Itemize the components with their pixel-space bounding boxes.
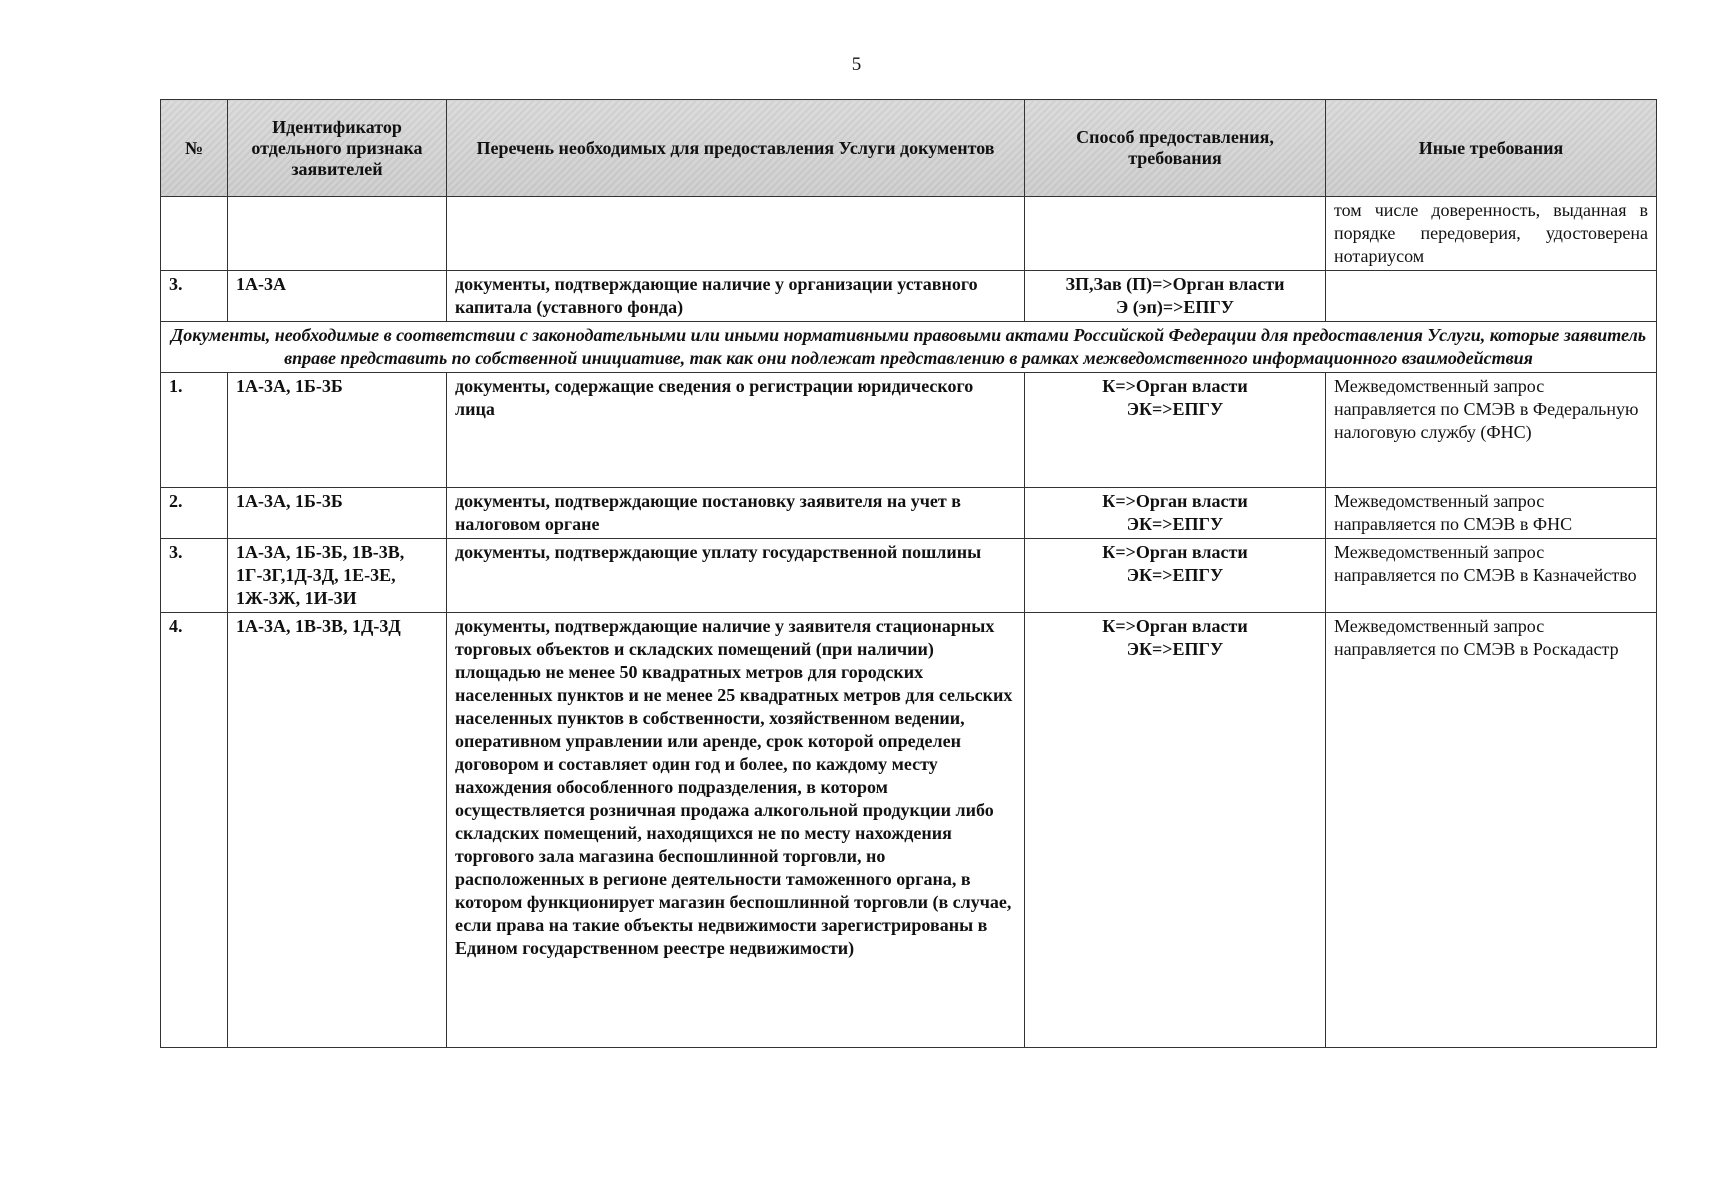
table-row-continuation xyxy=(161,197,1657,271)
cell-docs: документы, подтверждающие уплату государственной пошлины xyxy=(447,539,1025,613)
cell-other: том числе доверенность, выданная в порядке передоверия, удостоверена нотариусом xyxy=(1326,197,1657,271)
method-line-2: ЭК=>ЕПГУ xyxy=(1126,565,1224,585)
cell-other xyxy=(1326,271,1657,322)
header-other: Иные требования xyxy=(1326,100,1657,197)
header-num: № xyxy=(161,100,228,197)
cell-id: 1А-3А, 1Б-3Б xyxy=(228,373,447,488)
table-row xyxy=(161,373,1657,488)
cell-other: Межведомственный запрос направляется по СМЭВ в Федеральную налоговую службу (ФНС) xyxy=(1326,373,1657,488)
cell-id: 1А-3А xyxy=(228,271,447,322)
cell-num xyxy=(161,197,228,271)
cell-id xyxy=(228,197,447,271)
cell-docs: документы, содержащие сведения о регистрации юридического лица xyxy=(447,373,1025,488)
cell-num: 1. xyxy=(161,373,228,488)
cell-docs: документы, подтверждающие наличие у заявителя стационарных торговых объектов и складских помещений (при наличии) площадью не менее 50 квадратных метров для городских населенных пунктов и не менее 25 квадратных метров для сельских населенных пунктов в собственности, хозяйственном ведении, оперативном управлении или аренде, срок которой определен договором и составляет один год и более, по каждому месту нахождения обособленного подразделения, в котором осуществляется розничная продажа алкогольной продукции либо складских помещений, находящихся не по месту нахождения торгового зала магазина беспошлинной торговли, но расположенных в регионе деятельности таможенного органа, в котором функционирует магазин беспошлинной торговли (в случае, если права на такие объекты недвижимости зарегистрированы в Едином государственном реестре недвижимости) xyxy=(447,613,1025,1048)
cell-method xyxy=(1025,271,1326,322)
cell-other: Межведомственный запрос направляется по СМЭВ в Казначейство xyxy=(1326,539,1657,613)
method-line-2: Э (эп)=>ЕПГУ xyxy=(1115,297,1235,317)
cell-method xyxy=(1025,197,1326,271)
cell-num: 4. xyxy=(161,613,228,1048)
header-applicant-id: Идентификатор отдельного признака заявителей xyxy=(228,100,447,197)
section-title: Документы, необходимые в соответствии с законодательными или иными нормативными правовыми актами Российской Федерации для предоставления Услуги, которые заявитель вправе представить по собственной инициативе, так как они подлежат представлению в рамках межведомственного информационного взаимодействия xyxy=(161,322,1657,373)
method-line-1: К=>Орган власти xyxy=(1102,542,1248,562)
table-row xyxy=(161,271,1657,322)
cell-num: 3. xyxy=(161,271,228,322)
cell-method xyxy=(1025,373,1326,488)
cell-method xyxy=(1025,613,1326,1048)
header-row xyxy=(161,100,1657,197)
cell-method xyxy=(1025,488,1326,539)
cell-id: 1А-3А, 1Б-3Б, 1В-3В, 1Г-3Г,1Д-3Д, 1Е-3Е, 1Ж-3Ж, 1И-3И xyxy=(228,539,447,613)
cell-num: 2. xyxy=(161,488,228,539)
cell-num: 3. xyxy=(161,539,228,613)
header-method: Способ предоставления, требования xyxy=(1025,100,1326,197)
cell-method xyxy=(1025,539,1326,613)
header-documents: Перечень необходимых для предоставления Услуги документов xyxy=(447,100,1025,197)
cell-id: 1А-3А, 1В-3В, 1Д-3Д xyxy=(228,613,447,1048)
cell-other: Межведомственный запрос направляется по СМЭВ в ФНС xyxy=(1326,488,1657,539)
requirements-table xyxy=(160,99,1657,1048)
method-line-2: ЭК=>ЕПГУ xyxy=(1126,399,1224,419)
method-line-1: ЗП,Зав (П)=>Орган власти xyxy=(1065,274,1285,294)
table-row xyxy=(161,539,1657,613)
cell-docs xyxy=(447,197,1025,271)
method-line-1: К=>Орган власти xyxy=(1102,376,1248,396)
page-number: 5 xyxy=(851,54,862,75)
method-line-2: ЭК=>ЕПГУ xyxy=(1126,514,1224,534)
cell-other: Межведомственный запрос направляется по СМЭВ в Роскадастр xyxy=(1326,613,1657,1048)
method-line-2: ЭК=>ЕПГУ xyxy=(1126,639,1224,659)
cell-id: 1А-3А, 1Б-3Б xyxy=(228,488,447,539)
method-line-1: К=>Орган власти xyxy=(1102,491,1248,511)
cell-docs: документы, подтверждающие постановку заявителя на учет в налоговом органе xyxy=(447,488,1025,539)
section-header-row xyxy=(161,322,1657,373)
table-row xyxy=(161,613,1657,1048)
table-row xyxy=(161,488,1657,539)
method-line-1: К=>Орган власти xyxy=(1102,616,1248,636)
cell-docs: документы, подтверждающие наличие у организации уставного капитала (уставного фонда) xyxy=(447,271,1025,322)
